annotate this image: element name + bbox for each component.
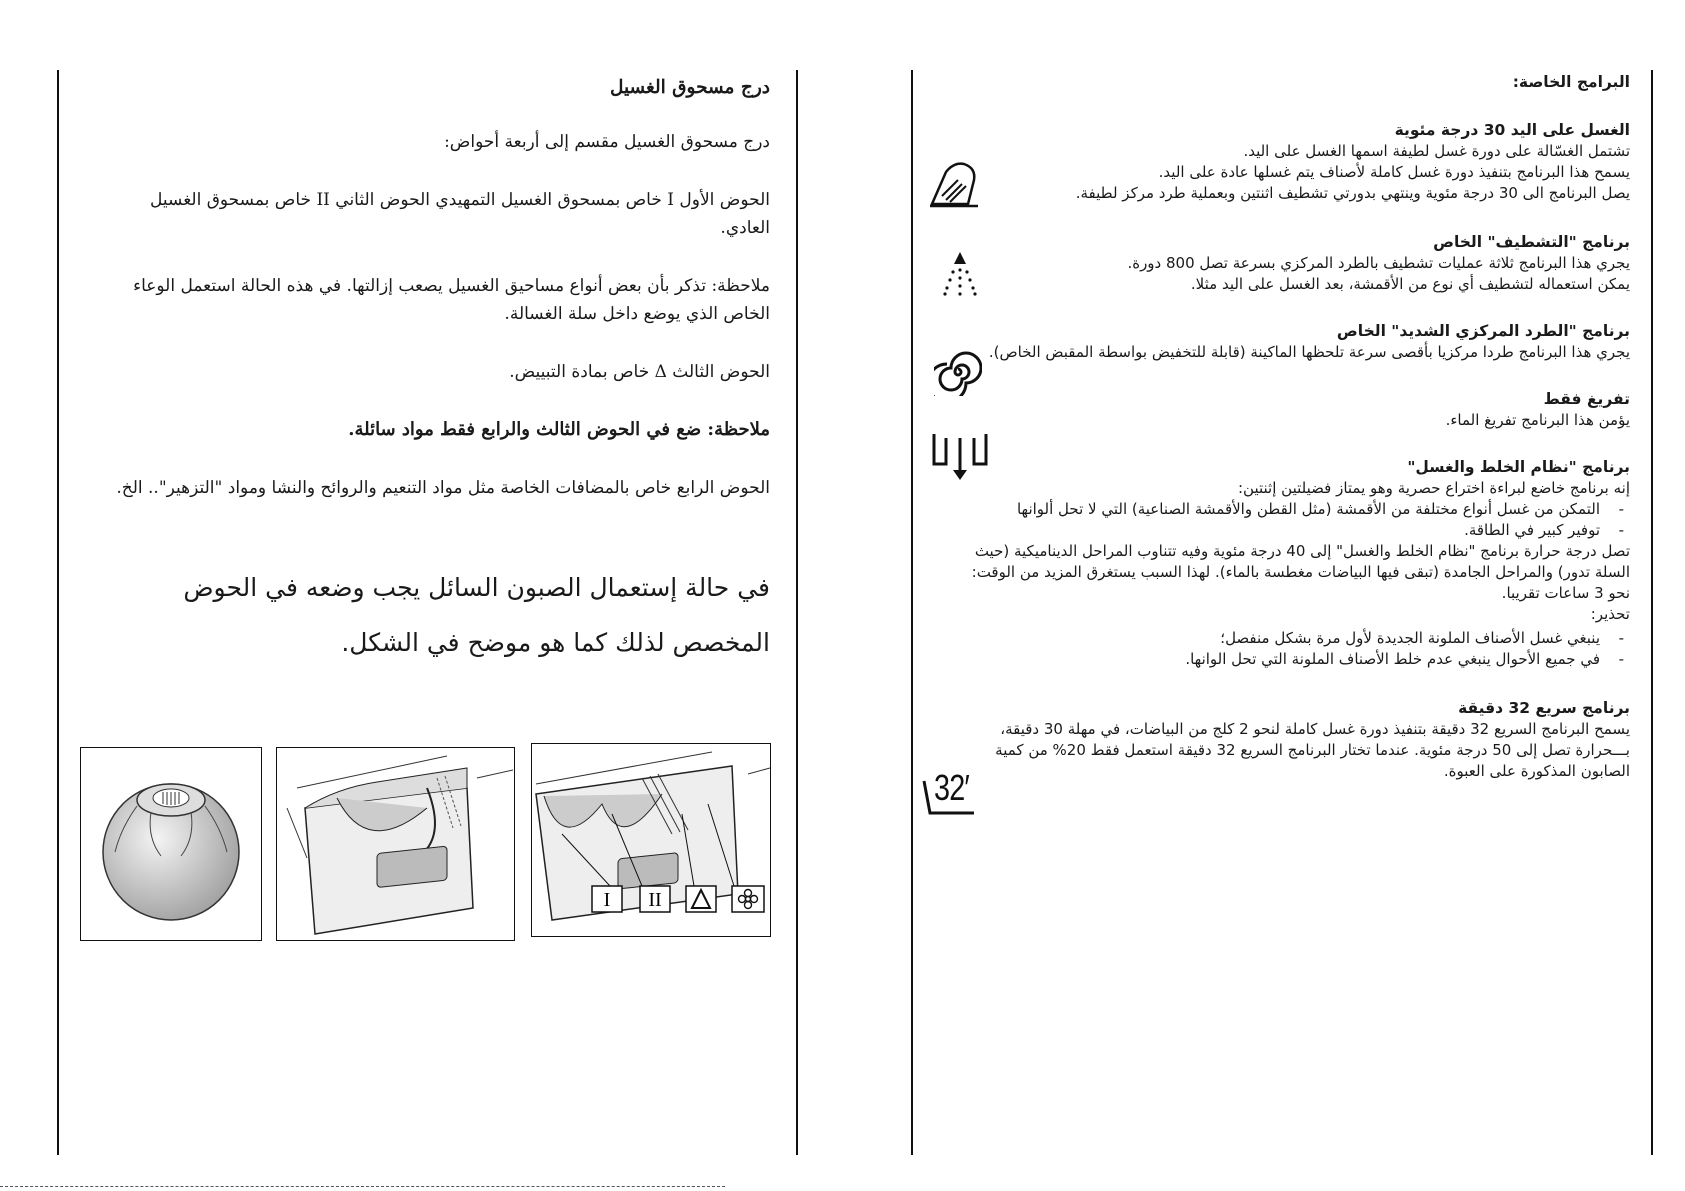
- handwash-title: الغسل على اليد 30 درجة مئوية: [1394, 121, 1630, 139]
- special-programs-page: [950, 72, 1630, 782]
- note-liquids: ملاحظة: ضع في الحوض الثالث والرابع فقط مواد سائلة.: [348, 419, 770, 440]
- handwash-line: يسمح هذا البرنامج بتنفيذ دورة غسل كاملة لأصناف يتم غسلها عادة على اليد.: [1158, 163, 1630, 181]
- drawer-compartments-figure: [531, 743, 771, 937]
- warning-label: تحذير:: [1590, 605, 1630, 623]
- compartments-1-2: الحوض الأول I خاص بمسحوق الغسيل التمهيدي الحوض الثاني II خاص بمسحوق الغسيل العادي.: [150, 190, 770, 238]
- rinse-title: برنامج "التشطيف" الخاص: [1433, 233, 1630, 251]
- quick-title: برنامج سريع 32 دقيقة: [1458, 699, 1630, 717]
- liquid-soap-line-2: المخصص لذلك كما هو موضح في الشكل.: [341, 628, 770, 657]
- list-item: - التمكن من غسل أنواع مختلفة من الأقمشة (مثل القطن والأقمشة الصناعية) التي لا تحل ألوانها: [950, 499, 1630, 520]
- left-margin-rule: [57, 70, 59, 1155]
- drain-icon: [930, 430, 990, 488]
- spin-line: يجري هذا البرنامج طردا مركزيا بأقصى سرعة تلحظها الماكينة (قابلة للتخفيض بواسطة المقبض الخاص).: [988, 343, 1630, 361]
- cut-line: [0, 1186, 725, 1187]
- compartment-label: II: [648, 889, 662, 911]
- right-margin-rule: [1651, 70, 1653, 1155]
- handwash-line: يصل البرنامج الى 30 درجة مئوية وينتهي بدورتي تشطيف اثنتين وبعملية طرد مركز لطيفة.: [1075, 184, 1630, 202]
- list-item: - ينبغي غسل الأصناف الملونة الجديدة لأول مرة بشكل منفصل؛: [950, 628, 1630, 649]
- center-rule-right: [911, 70, 913, 1155]
- hand-wash-icon: [928, 160, 984, 214]
- mixwash-body: تصل درجة حرارة برنامج "نظام الخلط والغسل" إلى 40 درجة مئوية وفيه تتناوب المراحل الديناميكية (حيث السلة تدور) والمراحل الجامدة (تبقى فيها البياضات مغطسة بالماء). لهذا السبب يستغرق المزيد من الوقت: نحو 3 ساعات تقريبا.: [971, 542, 1630, 602]
- liquid-detergent-ball-figure: [80, 747, 262, 941]
- quick-body: يسمح البرنامج السريع 32 دقيقة بتنفيذ دورة غسل كاملة لنحو 2 كلج من البياضات، في مهلة 30 دقيقة، بـــحرارة تصل إلى 50 درجة مئوية. عندما تختار البرنامج السريع 32 دقيقة استعمل فقط 20% من كمية الصابون المذكورة على العبوة.: [995, 720, 1630, 780]
- list-item: - في جميع الأحوال ينبغي عدم خلط الأصناف الملونة التي تحل الوانها.: [950, 649, 1630, 670]
- compartment-4: الحوض الرابع خاص بالمضافات الخاصة مثل مواد التنعيم والروائح والنشا ومواد "التزهير".. الخ.: [116, 478, 770, 498]
- liquid-soap-line-1: في حالة إستعمال الصبون السائل يجب وضعه في الحوض: [183, 573, 770, 602]
- center-rule-left: [796, 70, 798, 1155]
- spin-title: برنامج "الطرد المركزي الشديد" الخاص: [1336, 322, 1630, 340]
- warning-list: [950, 628, 1630, 670]
- list-item: - توفير كبير في الطاقة.: [950, 520, 1630, 541]
- handwash-line: تشتمل الغسّالة على دورة غسل لطيفة اسمها الغسل على اليد.: [1243, 142, 1630, 160]
- quick-32-label: 32′: [934, 767, 970, 808]
- rinse-line: يمكن استعماله لتشطيف أي نوع من الأقمشة، بعد الغسل على اليد مثلا.: [1190, 275, 1630, 293]
- rinse-line: يجري هذا البرنامج ثلاثة عمليات تشطيف بالطرد المركزي بسرعة تصل 800 دورة.: [1127, 254, 1630, 272]
- drawer-title: درج مسحوق الغسيل: [609, 77, 770, 98]
- drawer-intro: درج مسحوق الغسيل مقسم إلى أربعة أحواض:: [444, 132, 770, 152]
- mixwash-intro: إنه برنامج خاضع لبراءة اختراع حصرية وهو يمتاز فضيلتين إثنتين:: [1238, 479, 1630, 497]
- drain-line: يؤمن هذا البرنامج تفريغ الماء.: [1445, 411, 1630, 429]
- spin-icon: [934, 348, 982, 400]
- compartment-label: I: [603, 889, 611, 911]
- rinse-icon: [940, 250, 980, 300]
- special-programs-heading: البرامج الخاصة:: [1512, 73, 1630, 91]
- mixwash-title: برنامج "نظام الخلط والغسل": [1407, 458, 1630, 476]
- compartment-3: الحوض الثالث Δ خاص بمادة التبييض.: [509, 362, 770, 382]
- quick-32-icon: [922, 767, 978, 823]
- drawer-open-figure: [276, 747, 515, 941]
- detergent-drawer-page: [115, 74, 770, 670]
- drain-title: تفريغ فقط: [1543, 390, 1630, 408]
- note-powders: ملاحظة: تذكر بأن بعض أنواع مساحيق الغسيل يصعب إزالتها. في هذه الحالة استعمل الوعاء الخاص الذي يوضع داخل سلة الغسالة.: [133, 276, 770, 324]
- mixwash-bullets: [950, 499, 1630, 541]
